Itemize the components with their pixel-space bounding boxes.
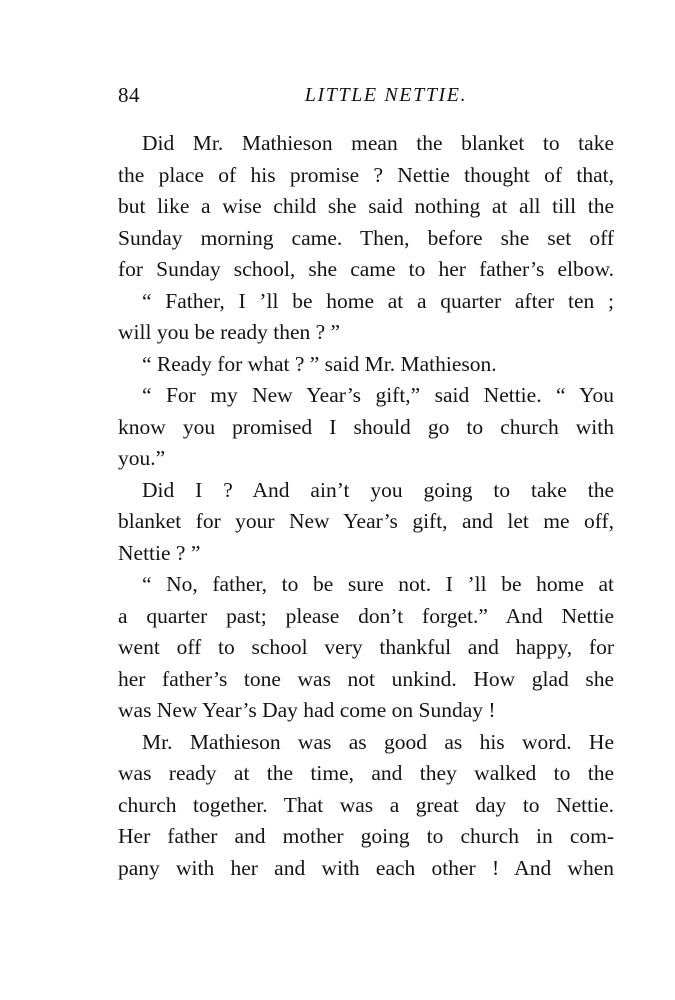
text-line: the place of his promise ? Nettie thought of that, bbox=[118, 162, 614, 187]
text-line: was New Year’s Day had come on Sunday ! bbox=[118, 698, 496, 722]
text-line: “ No, father, to be sure not. I ’ll be home at bbox=[142, 572, 614, 596]
text-line: know you promised I should go to church with bbox=[118, 414, 614, 439]
text-line: “ Ready for what ? ” said Mr. Mathieson. bbox=[142, 351, 497, 376]
text-line: church together. That was a great day to Nettie. bbox=[118, 792, 614, 817]
text-line: Mr. Mathieson was as good as his word. He bbox=[142, 729, 614, 754]
text-line: but like a wise child she said nothing at all till the bbox=[118, 194, 614, 218]
page-number: 84 bbox=[118, 83, 140, 107]
text-line: blanket for your New Year’s gift, and let me off, bbox=[118, 509, 614, 533]
text-line: will you be ready then ? ” bbox=[118, 320, 341, 344]
text-line: Did I ? And ain’t you going to take the bbox=[142, 477, 614, 502]
text-line: was ready at the time, and they walked to the bbox=[118, 761, 614, 785]
text-line: Did Mr. Mathieson mean the blanket to take bbox=[142, 131, 614, 155]
text-line: for Sunday school, she came to her father’s elbow. bbox=[118, 257, 614, 281]
text-line: a quarter past; please don’t forget.” And Nettie bbox=[118, 603, 614, 628]
text-line: Sunday morning came. Then, before she set off bbox=[118, 225, 614, 250]
text-line: Her father and mother going to church in com- bbox=[118, 824, 614, 848]
text-line: “ Father, I ’ll be home at a quarter after ten ; bbox=[142, 288, 614, 313]
text-line: you.” bbox=[118, 446, 166, 470]
text-line: her father’s tone was not unkind. How glad she bbox=[118, 666, 614, 691]
body-text bbox=[118, 128, 614, 884]
text-line: went off to school very thankful and happy, for bbox=[118, 635, 614, 659]
running-head bbox=[118, 80, 614, 110]
text-line: “ For my New Year’s gift,” said Nettie. “ You bbox=[142, 383, 614, 407]
text-line: pany with her and with each other ! And when bbox=[118, 855, 614, 880]
running-title: LITTLE NETTIE. bbox=[304, 84, 468, 106]
text-line: Nettie ? ” bbox=[118, 540, 201, 565]
